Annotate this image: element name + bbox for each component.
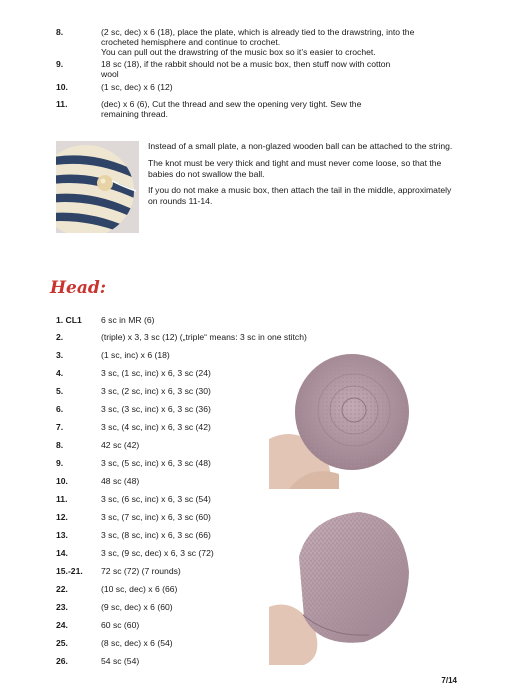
section-heading-head: Head: — [50, 278, 107, 298]
step-text: (triple) x 3, 3 sc (12) („triple“ means: 3 sc in one stitch) — [101, 332, 307, 342]
step-number: 24. — [56, 620, 68, 630]
step-text: 54 sc (54) — [101, 656, 140, 666]
step-text: (1 sc, dec) x 6 (12) — [101, 82, 173, 92]
step-text: 6 sc in MR (6) — [101, 315, 155, 325]
step-number: 11. — [56, 99, 68, 109]
step-number: 25. — [56, 638, 68, 648]
step-number: 10. — [56, 476, 68, 486]
step-number: 4. — [56, 368, 64, 378]
step-text: 3 sc, (9 sc, dec) x 6, 3 sc (72) — [101, 548, 214, 558]
step-number: 9. — [56, 59, 64, 69]
music-box-photo — [56, 141, 139, 233]
step-number: 13. — [56, 530, 68, 540]
step-text: 3 sc, (2 sc, inc) x 6, 3 sc (30) — [101, 386, 211, 396]
crochet-cup-image — [269, 497, 412, 665]
step-number: 1. CL1 — [56, 315, 82, 325]
crochet-ball-image — [269, 344, 412, 489]
step-text: (9 sc, dec) x 6 (60) — [101, 602, 173, 612]
step-text: (dec) x 6 (6), Cut the thread and sew the opening very tight. Sew the remaining thread. — [101, 99, 362, 120]
step-text: 3 sc, (1 sc, inc) x 6, 3 sc (24) — [101, 368, 211, 378]
step-number: 7. — [56, 422, 64, 432]
page-number: 7/14 — [441, 676, 457, 685]
step-text: 3 sc, (6 sc, inc) x 6, 3 sc (54) — [101, 494, 211, 504]
step-number: 15.-21. — [56, 566, 83, 576]
step-text: (10 sc, dec) x 6 (66) — [101, 584, 178, 594]
step-number: 23. — [56, 602, 68, 612]
note-paragraph: Instead of a small plate, a non-glazed wooden ball can be attached to the string. — [148, 141, 453, 151]
step-text: 3 sc, (7 sc, inc) x 6, 3 sc (60) — [101, 512, 211, 522]
step-number: 12. — [56, 512, 68, 522]
note-paragraph: If you do not make a music box, then attach the tail in the middle, approximately on rounds 11-14. — [148, 185, 452, 207]
step-number: 5. — [56, 386, 64, 396]
note-paragraph: The knot must be very thick and tight and must never come loose, so that the babies do not swallow the ball. — [148, 157, 442, 179]
step-text: 3 sc, (8 sc, inc) x 6, 3 sc (66) — [101, 530, 211, 540]
step-text: (2 sc, dec) x 6 (18), place the plate, which is already tied to the drawstring, into the crocheted hemisphere and continue to crochet. — [101, 27, 415, 48]
step-text: 18 sc (18), if the rabbit should not be a music box, then stuff now with cotton wool — [101, 59, 391, 80]
music-box-note — [148, 141, 458, 213]
step-number: 14. — [56, 548, 68, 558]
step-text: You can pull out the drawstring of the music box so it’s easier to crochet. — [101, 47, 376, 57]
step-number: 8. — [56, 27, 64, 37]
step-text: 3 sc, (5 sc, inc) x 6, 3 sc (48) — [101, 458, 211, 468]
step-text: 3 sc, (3 sc, inc) x 6, 3 sc (36) — [101, 404, 211, 414]
crocheted-head-photo-top — [269, 344, 412, 489]
step-number: 6. — [56, 404, 64, 414]
step-text: 3 sc, (4 sc, inc) x 6, 3 sc (42) — [101, 422, 211, 432]
step-number: 26. — [56, 656, 68, 666]
step-number: 2. — [56, 332, 64, 342]
step-text: 42 sc (42) — [101, 440, 140, 450]
striped-ball-image — [56, 141, 139, 233]
step-number: 11. — [56, 494, 68, 504]
step-number: 8. — [56, 440, 64, 450]
step-number: 3. — [56, 350, 64, 360]
step-number: 10. — [56, 82, 68, 92]
step-number: 9. — [56, 458, 64, 468]
step-text: 60 sc (60) — [101, 620, 140, 630]
step-text: (1 sc, inc) x 6 (18) — [101, 350, 170, 360]
step-text: 72 sc (72) (7 rounds) — [101, 566, 181, 576]
step-number: 22. — [56, 584, 68, 594]
step-text: 48 sc (48) — [101, 476, 140, 486]
step-text: (8 sc, dec) x 6 (54) — [101, 638, 173, 648]
crocheted-head-photo-bottom — [269, 497, 412, 665]
